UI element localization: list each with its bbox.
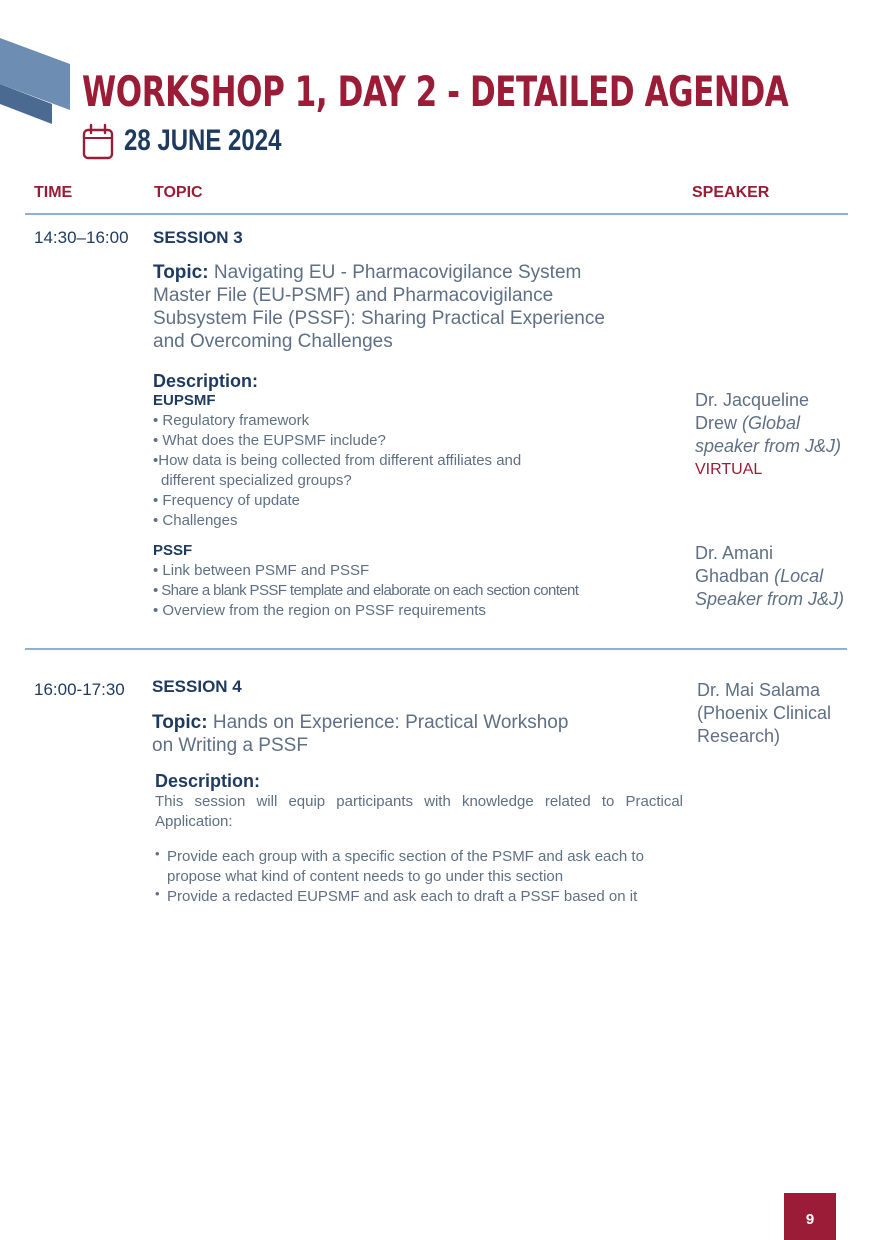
list-item: • Provide each group with a specific section of the PSMF and ask each to propose what kind of content needs to go under this section bbox=[155, 847, 683, 887]
session4-description-label: Description: bbox=[155, 771, 261, 791]
list-item: • What does the EUPSMF include? bbox=[153, 432, 386, 449]
list-item: different specialized groups? bbox=[161, 472, 352, 489]
topic-line: Subsystem File (PSSF): Sharing Practical Experience bbox=[153, 308, 605, 329]
speaker-affiliation: Research) bbox=[697, 726, 781, 746]
list-item: • Link between PSMF and PSSF bbox=[153, 562, 370, 579]
speaker-jacqueline-drew bbox=[695, 389, 870, 481]
column-header-topic: TOPIC bbox=[154, 184, 203, 201]
list-item: • Provide a redacted EUPSMF and ask each to draft a PSSF based on it bbox=[155, 887, 683, 907]
session4-description-text: This session will equip participants with knowledge related to Practical Application: bbox=[155, 793, 683, 830]
topic-line: Master File (EU-PSMF) and Pharmacovigilance bbox=[153, 285, 554, 306]
column-header-speaker: SPEAKER bbox=[692, 184, 770, 201]
speaker-amani-ghadban bbox=[695, 542, 873, 611]
speaker-affiliation: (Local bbox=[774, 566, 824, 586]
session4-topic bbox=[152, 711, 652, 757]
speaker-name: Dr. Amani bbox=[695, 543, 774, 563]
list-item: • Frequency of update bbox=[153, 492, 301, 509]
corner-ribbon bbox=[0, 38, 76, 128]
date-line bbox=[82, 122, 321, 160]
eupsmf-list bbox=[153, 411, 521, 531]
session4-activity-list bbox=[155, 847, 683, 907]
event-date: 28 JUNE 2024 bbox=[124, 124, 282, 157]
session-divider bbox=[25, 648, 847, 650]
speaker-affiliation: (Phoenix Clinical bbox=[697, 703, 832, 723]
list-item: •How data is being collected from different affiliates and bbox=[153, 452, 522, 469]
speaker-name: Drew bbox=[695, 413, 738, 433]
list-item: • Regulatory framework bbox=[153, 412, 310, 429]
page-number: 9 bbox=[784, 1193, 836, 1240]
topic-line: and Overcoming Challenges bbox=[153, 331, 393, 352]
topic-label: Topic: bbox=[153, 262, 209, 283]
topic-label: Topic: bbox=[152, 712, 208, 733]
topic-line: Hands on Experience: Practical Workshop bbox=[212, 712, 569, 733]
page-title: WORKSHOP 1, DAY 2 - DETAILED AGENDA bbox=[82, 67, 789, 116]
column-header-time: TIME bbox=[34, 184, 73, 201]
pssf-list bbox=[153, 561, 578, 621]
header-divider bbox=[25, 213, 848, 215]
speaker-name: Ghadban bbox=[695, 566, 770, 586]
speaker-affiliation: (Global bbox=[742, 413, 801, 433]
eupsmf-heading: EUPSMF bbox=[153, 392, 216, 409]
calendar-icon bbox=[82, 122, 114, 160]
list-item: • Challenges bbox=[153, 512, 238, 529]
list-item: • Overview from the region on PSSF requirements bbox=[153, 602, 486, 619]
topic-line: Navigating EU - Pharmacovigilance System bbox=[213, 262, 582, 283]
speaker-mode-badge: VIRTUAL bbox=[695, 461, 763, 478]
session3-title: SESSION 3 bbox=[153, 228, 243, 247]
session3-description-label: Description: bbox=[153, 371, 259, 391]
session4-title: SESSION 4 bbox=[152, 677, 242, 696]
speaker-affiliation: speaker from J&J) bbox=[695, 436, 842, 456]
session4-time: 16:00-17:30 bbox=[34, 680, 125, 699]
speaker-affiliation: Speaker from J&J) bbox=[695, 589, 845, 609]
speaker-name: Dr. Jacqueline bbox=[695, 390, 810, 410]
list-item: • Share a blank PSSF template and elaborate on each section content bbox=[153, 582, 579, 599]
pssf-heading: PSSF bbox=[153, 542, 193, 559]
topic-line: on Writing a PSSF bbox=[152, 735, 308, 756]
speaker-name: Dr. Mai Salama bbox=[697, 680, 821, 700]
session3-topic bbox=[153, 261, 673, 353]
speaker-mai-salama bbox=[697, 679, 867, 748]
session3-time: 14:30–16:00 bbox=[34, 228, 129, 247]
